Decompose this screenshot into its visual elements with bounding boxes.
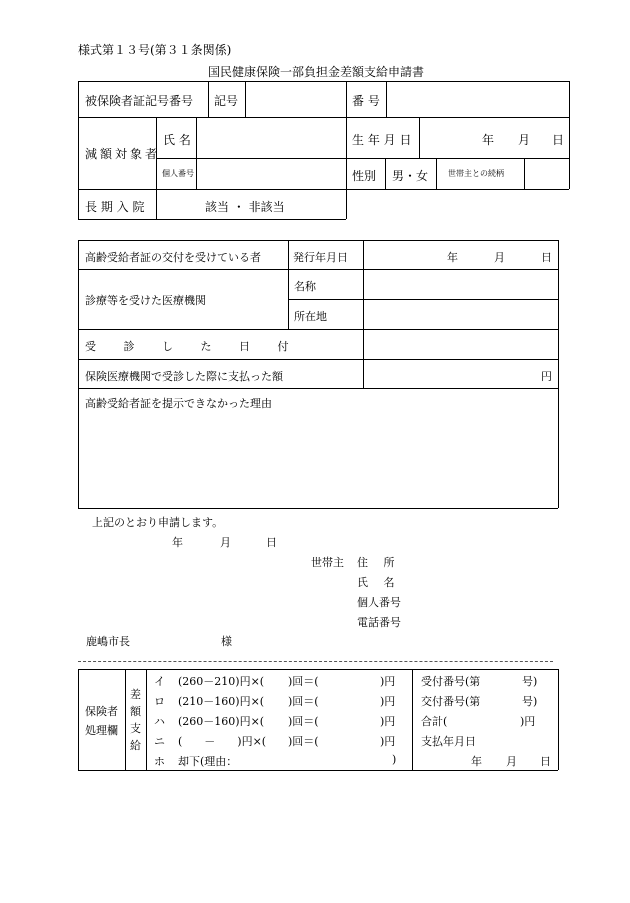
delivery-number-label: 交付番号(第 (421, 695, 481, 708)
addressee-honorific: 様 (221, 635, 232, 648)
row-ha-end: )円 (380, 715, 396, 728)
row-i-end: )円 (380, 675, 396, 688)
institution-label: 診療等を受けた医療機関 (85, 294, 206, 307)
payment-date-label: 支払年月日 (421, 735, 476, 748)
reject-end: ) (392, 753, 397, 766)
row-ro-end: )円 (380, 695, 396, 708)
householder-personal-number-label: 個人番号 (357, 596, 401, 609)
issue-year: 年 (447, 251, 458, 264)
long-term-options: 該当 ・ 非該当 (205, 200, 285, 214)
householder-label: 世帯主 (311, 556, 344, 569)
application-year: 年 (172, 536, 183, 549)
reason-label: 高齢受給者証を提示できなかった理由 (85, 397, 272, 410)
total-label: 合計( (421, 715, 448, 728)
householder-name-label: 氏 名 (357, 576, 401, 589)
row-ha-formula: (260－160)円×( (178, 715, 265, 728)
form-title: 国民健康保険一部負担金差額支給申請書 (208, 65, 425, 79)
declaration-statement: 上記のとおり申請します。 (92, 516, 224, 529)
row-ni-end: )円 (380, 735, 396, 748)
insured-cert-label: 被保険者証記号番号 (85, 94, 194, 108)
row-ni-marker: ニ (154, 735, 165, 748)
payment-day: 日 (540, 755, 551, 768)
name-label: 氏 名 (163, 133, 191, 147)
personal-number-label: 個人番号 (162, 169, 194, 178)
row-ro-formula: (210－160)円×( (178, 695, 265, 708)
row-i-formula: (260－210)円×( (178, 675, 265, 688)
application-day: 日 (266, 536, 277, 549)
total-end: )円 (520, 715, 536, 728)
application-month: 月 (220, 536, 231, 549)
paid-amount-yen: 円 (541, 370, 552, 383)
diff-label-char-2: 額 (130, 705, 141, 718)
row-ro-marker: ロ (154, 695, 165, 708)
row-ha-marker: ハ (154, 715, 165, 728)
payment-year: 年 (471, 755, 482, 768)
diff-label-char-1: 差 (130, 688, 141, 701)
householder-phone-label: 電話番号 (357, 616, 401, 629)
householder-address-label: 住 所 (357, 556, 401, 569)
diff-label-char-4: 給 (130, 739, 141, 752)
row-ro-times: )回＝( (288, 695, 319, 708)
form-number: 様式第１３号(第３１条関係) (78, 43, 232, 57)
addressee: 鹿嶋市長 (86, 635, 130, 648)
symbol-label: 記号 (214, 94, 239, 108)
institution-address-label: 所在地 (294, 310, 327, 323)
receipt-number-label: 受付番号(第 (421, 675, 481, 688)
issue-day: 日 (541, 251, 552, 264)
paid-amount-label: 保険医療機関で受診した際に支払った額 (85, 370, 283, 383)
delivery-number-go: 号) (522, 695, 538, 708)
insurer-label-2: 処理欄 (85, 724, 118, 737)
birthdate-label: 生 年 月 日 (352, 133, 412, 147)
receipt-number-go: 号) (522, 675, 538, 688)
long-term-label: 長 期 入 院 (85, 200, 145, 214)
institution-name-label: 名称 (294, 280, 316, 293)
row-i-times: )回＝( (288, 675, 319, 688)
cut-line (78, 661, 553, 662)
visit-date-label: 受 診 し た 日 付 (85, 340, 301, 353)
row-ho-marker: ホ (154, 755, 165, 768)
issue-month: 月 (494, 251, 505, 264)
reduction-target-label: 減額対象者 (85, 147, 161, 161)
reject-label: 却下(理由： (178, 755, 238, 768)
payment-month: 月 (506, 755, 517, 768)
relationship-label: 世帯主との続柄 (448, 169, 504, 178)
row-ha-times: )回＝( (288, 715, 319, 728)
elderly-cert-label: 高齢受給者証の交付を受けている者 (85, 251, 261, 264)
number-label: 番 号 (352, 94, 380, 108)
row-i-marker: イ (154, 675, 165, 688)
birth-year: 年 (482, 133, 495, 147)
diff-label-char-3: 支 (130, 722, 141, 735)
birth-day: 日 (552, 133, 565, 147)
issue-date-label: 発行年月日 (293, 251, 348, 264)
sex-options: 男・女 (392, 169, 429, 183)
insurer-label-1: 保険者 (85, 705, 118, 718)
birth-month: 月 (518, 133, 531, 147)
row-ni-times: )回＝( (288, 735, 319, 748)
sex-label: 性別 (352, 169, 377, 183)
row-ni-formula: ( － )円×( (178, 735, 267, 748)
